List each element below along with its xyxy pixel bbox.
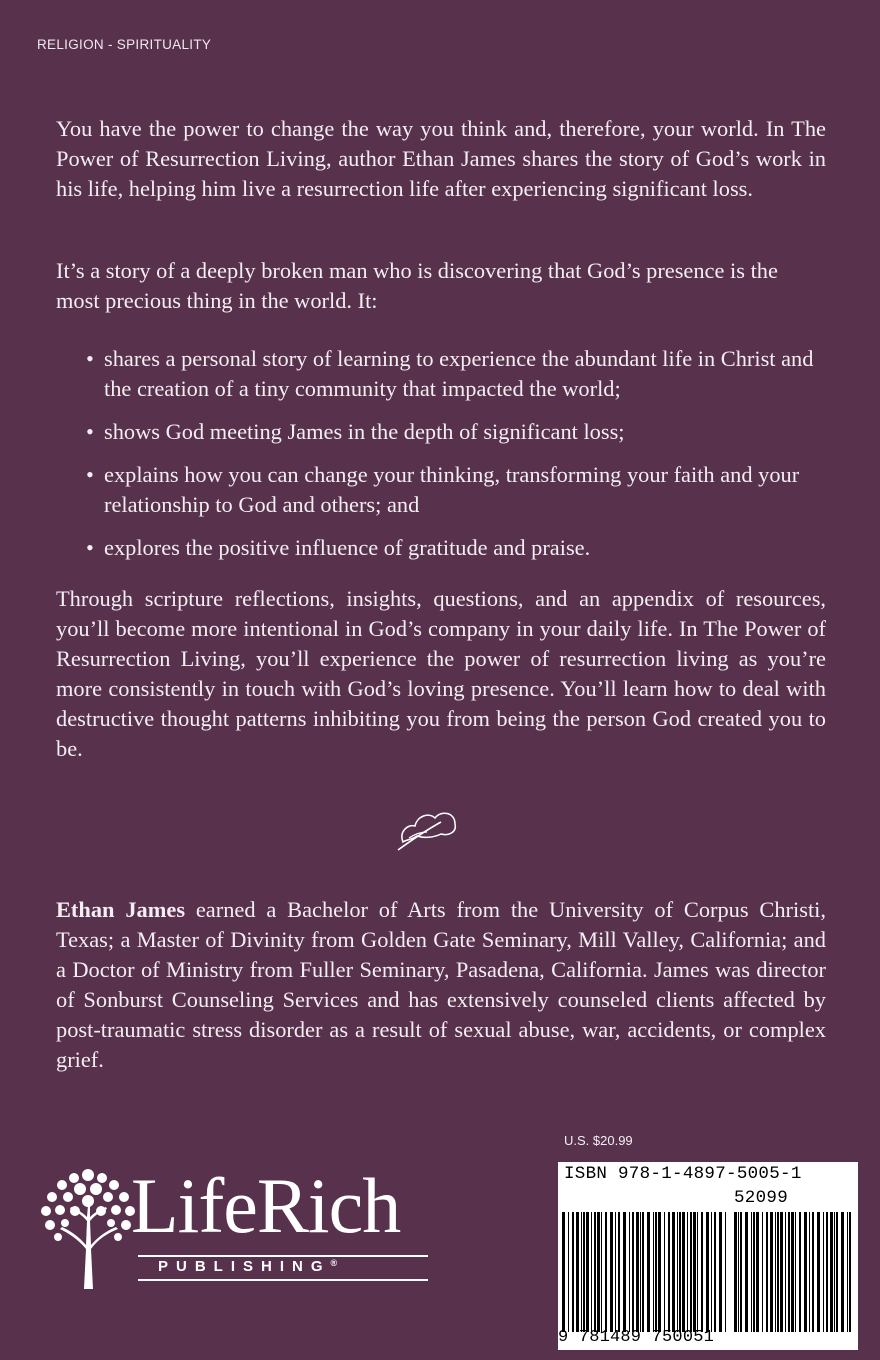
barcode-bar [653, 1212, 654, 1332]
barcode-bar [583, 1212, 585, 1332]
barcode-bar [812, 1212, 814, 1332]
barcode-bar [777, 1212, 779, 1332]
list-item: • explains how you can change your thinking, transforming your faith and your relationship to God and others; and [86, 460, 831, 520]
barcode-bar [706, 1212, 709, 1332]
barcode-bar [642, 1212, 644, 1332]
barcode-bar [597, 1212, 600, 1332]
barcode-bar [623, 1212, 626, 1332]
barcode-bar [658, 1212, 661, 1332]
publisher-name: LifeRich [131, 1162, 401, 1249]
barcode-bar [568, 1212, 569, 1332]
barcode-bar [753, 1212, 755, 1332]
barcode-bar [562, 1212, 565, 1332]
barcode-bar [629, 1212, 630, 1332]
tree-logo-icon [38, 1165, 138, 1289]
barcode-bar [766, 1212, 768, 1332]
barcode-bar [682, 1212, 685, 1332]
barcode-bar [823, 1212, 824, 1332]
publisher-logo [38, 1162, 438, 1290]
feature-list [86, 344, 831, 576]
barcode-bar [655, 1212, 657, 1332]
logo-rule-top [138, 1255, 428, 1257]
barcode-bar [594, 1212, 596, 1332]
barcode-bar [785, 1212, 786, 1332]
barcode-bar [701, 1212, 703, 1332]
author-bio [56, 895, 826, 1075]
barcode-bar [826, 1212, 828, 1332]
barcode-bar [804, 1212, 807, 1332]
ean-bars [562, 1212, 730, 1332]
barcode-bar [849, 1212, 851, 1332]
list-item: • explores the positive influence of gratitude and praise. [86, 533, 831, 563]
barcode-bar [847, 1212, 848, 1332]
intro-paragraph: You have the power to change the way you think and, therefore, your world. In The Power of Resurrection Living, author Ethan James shares the story of God’s work in his life, helping him live a resurrection life after experiencing significant loss. [56, 116, 826, 201]
barcode-bar [841, 1212, 844, 1332]
barcode-bar [725, 1212, 726, 1332]
barcode-bar [788, 1212, 790, 1332]
barcode-bar [809, 1212, 810, 1332]
barcode-bar [693, 1212, 696, 1332]
barcode-bar [668, 1212, 670, 1332]
category-label: RELIGION - SPIRITUALITY [37, 37, 212, 52]
barcode-bar [740, 1212, 742, 1332]
author-name: Ethan James [56, 897, 186, 922]
barcode-bar [647, 1212, 650, 1332]
story-paragraph: It’s a story of a deeply broken man who is discovering that God’s presence is the most precious thing in the world. It: [56, 258, 778, 313]
barcode-bar [756, 1212, 759, 1332]
barcode-bar [632, 1212, 634, 1332]
barcode-bar [745, 1212, 748, 1332]
list-item: • shows God meeting James in the depth of significant loss; [86, 417, 831, 447]
ean-digits-text: 9 781489 750051 [558, 1328, 715, 1347]
publisher-sub-text: PUBLISHING [158, 1258, 331, 1275]
author-bio-text: earned a Bachelor of Arts from the University of Corpus Christi, Texas; a Master of Divinity from Golden Gate Seminary, Mill Valley, California; and a Doctor of Ministry from Fuller Seminary, Pasadena, California. James was director of Sonburst Counseling Services and has extensively counseled clients affected by post-traumatic stress disorder as a result of sexual abuse, war, accidents, or complex grief. [56, 897, 826, 1072]
registered-mark: ® [330, 1258, 338, 1268]
barcode-bar [586, 1212, 589, 1332]
barcode-bar [618, 1212, 620, 1332]
isbn-text: ISBN 978-1-4897-5005-1 [564, 1164, 802, 1184]
barcode [558, 1162, 858, 1350]
barcode-bar [687, 1212, 688, 1332]
barcode-bar [576, 1212, 579, 1332]
barcode-bar [834, 1212, 835, 1332]
barcode-bar [664, 1212, 665, 1332]
barcode-bar [738, 1212, 739, 1332]
barcode-bar [591, 1212, 592, 1332]
barcode-bar [791, 1212, 794, 1332]
barcode-bar [672, 1212, 675, 1332]
barcode-bar [714, 1212, 716, 1332]
logo-rule-bottom [138, 1279, 428, 1281]
barcode-bar [836, 1212, 838, 1332]
list-item: • shares a personal story of learning to experience the abundant life in Christ and the creation of a tiny community that impacted the world; [86, 344, 831, 404]
price-bars [734, 1212, 852, 1332]
barcode-bar [770, 1212, 773, 1332]
price-code-text: 52099 [734, 1188, 789, 1208]
barcode-bar [795, 1212, 796, 1332]
barcode-bar [697, 1212, 698, 1332]
barcode-bar [605, 1212, 607, 1332]
barcode-bar [719, 1212, 722, 1332]
barcode-bar [711, 1212, 712, 1332]
barcode-bar [679, 1212, 681, 1332]
barcode-bar [830, 1212, 833, 1332]
publisher-sub [158, 1258, 418, 1275]
closing-paragraph: Through scripture reflections, insights, questions, and an appendix of resources, you’ll become more intentional in God’s company in your daily life. In The Power of Resurrection Living, you’ll experience the power of resurrection living as you’re more consistently in touch with God’s loving presence. You’ll learn how to deal with destructive thought patterns inhibiting you from being the person God created you to be. [56, 586, 826, 761]
barcode-bar [734, 1212, 737, 1332]
barcode-bar [677, 1212, 678, 1332]
cloud-ornament-icon [395, 802, 461, 854]
barcode-bar [780, 1212, 783, 1332]
barcode-bar [799, 1212, 801, 1332]
barcode-bar [640, 1212, 641, 1332]
barcode-bar [762, 1212, 763, 1332]
barcode-bar [775, 1212, 776, 1332]
barcode-bar [690, 1212, 692, 1332]
barcode-bar [751, 1212, 752, 1332]
barcode-bar [610, 1212, 613, 1332]
price-label: U.S. $20.99 [564, 1133, 633, 1148]
barcode-bar [581, 1212, 582, 1332]
barcode-bar [572, 1212, 574, 1332]
barcode-bar [817, 1212, 820, 1332]
barcode-bar [636, 1212, 639, 1332]
barcode-bar [601, 1212, 602, 1332]
barcode-bar [615, 1212, 616, 1332]
